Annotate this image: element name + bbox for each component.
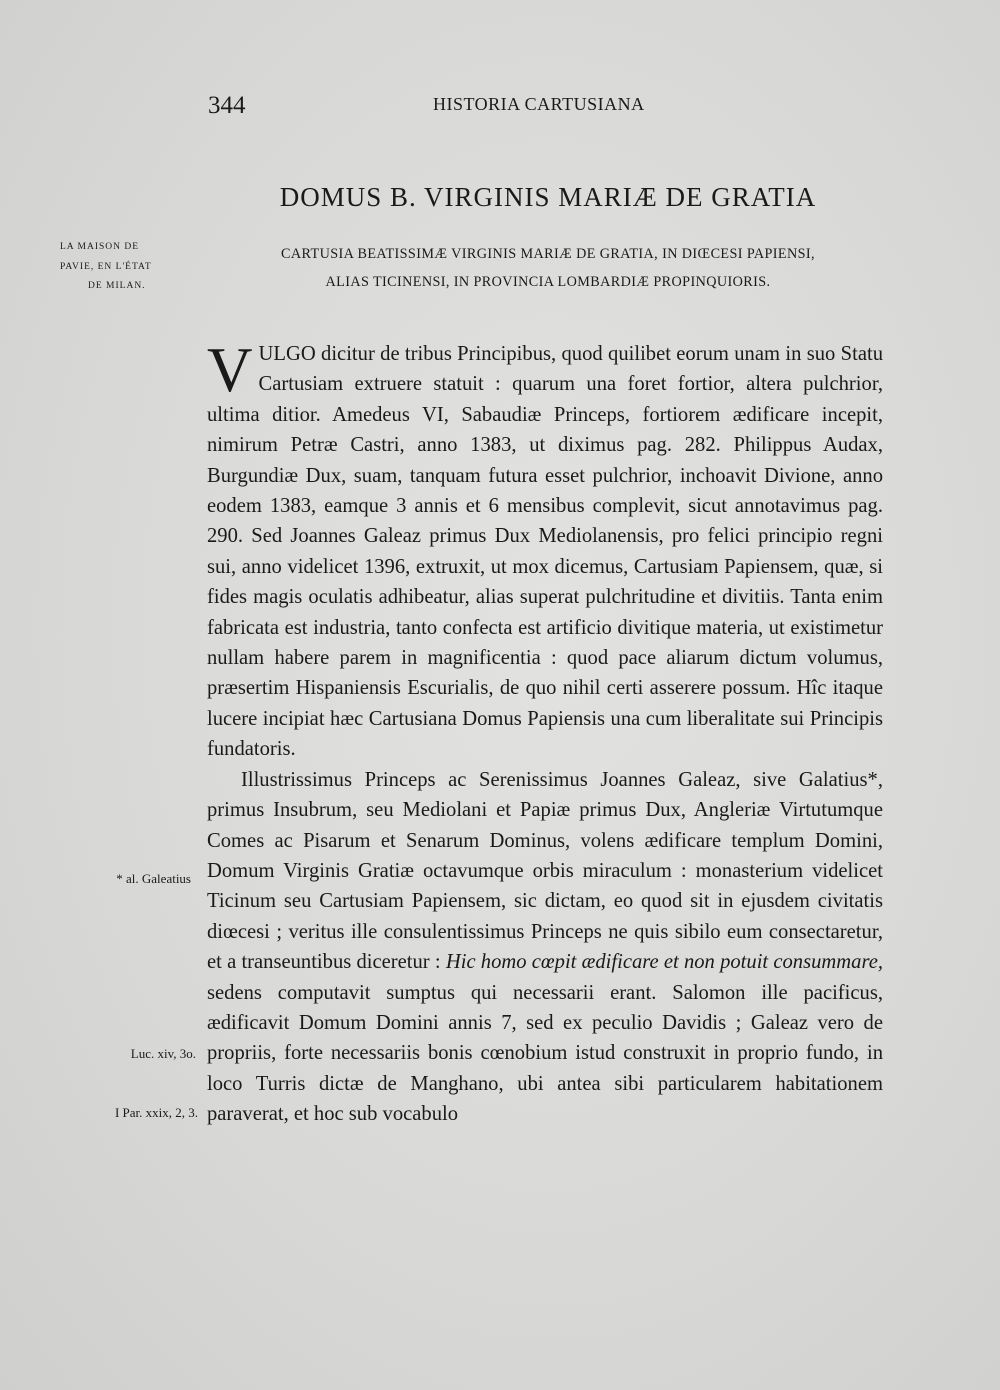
chapter-title: DOMUS B. VIRGINIS MARIÆ DE GRATIA [279, 182, 817, 212]
paragraph-1-text: ULGO dicitur de tribus Principibus, quod quilibet eorum unam in suo Statu Cartusiam extruere statuit : quarum una foret fortior, altera pulchrior, ultima ditior. Amedeus VI, Sabaudiæ Princeps, fortiorem ædificare incepit, nimirum Petræ Castri, anno 1383, ut diximus pag. 282. Philippus Audax, Burgundiæ Dux, suam, tanquam futura esset pulchrior, inchoavit Divione, anno eodem 1383, eamque 3 annis et 6 mensibus complevit, sicut annotavimus pag. 290. Sed Joannes Galeaz primus Dux Mediolanensis, pro felici principio regni sui, anno videlicet 1396, extruxit, ut mox dicemus, Cartusiam Papiensem, quæ, si fides magis oculatis adhibeatur, alias superat pulchritudine et divitiis. Tanta enim fabricata est industria, tanto confecta est artificio divitique materia, ut existimetur nullam habere parem in magnificentia : quod pace aliarum dictum volumus, præsertim Hispaniensis Escurialis, de quo nihil certi asserere possum. Hîc itaque lucere incipiat hæc Cartusiana Domus Papiensis una cum liberalitate sui Principis fundatoris. [207, 343, 883, 761]
chapter-subtitle [212, 240, 884, 296]
margin-note-luke-reference: Luc. xiv, 3o. [130, 1046, 196, 1061]
margin-note-paralipomenon-reference: I Par. xxix, 2, 3. [114, 1105, 198, 1120]
margin-note-house-line-2: PAVIE, EN L'ÉTAT [60, 261, 152, 272]
subtitle-line-2: ALIAS TICINENSI, IN PROVINCIA LOMBARDIÆ PROPINQUIORIS. [325, 274, 771, 290]
drop-cap: V [207, 335, 253, 405]
body-text [207, 335, 883, 1130]
margin-note-house-line-3: DE MILAN. [88, 281, 146, 291]
running-title: HISTORIA CARTUSIANA [433, 94, 645, 114]
paragraph-2 [207, 765, 883, 1130]
subtitle-line-1: CARTUSIA BEATISSIMÆ VIRGINIS MARIÆ DE GRATIA, IN DIŒCESI PAPIENSI, [281, 246, 815, 262]
margin-note-house [60, 238, 193, 297]
running-head [208, 92, 888, 122]
margin-note-galeatius: * al. Galeatius [116, 871, 191, 886]
page-number: 344 [208, 92, 246, 119]
scripture-quote: Hic homo cœpit ædificare et non potuit consummare, [445, 951, 883, 974]
paragraph-2-text-start: Illustrissimus Princeps ac Serenissimus Joannes Galeaz, sive Galatius*, primus Insubrum, seu Mediolani et Papiæ primus Dux, Angleriæ Virtutumque Comes ac Pisarum et Senarum Dominus, volens ædificare templum Domini, Domum Virginis Gratiæ octavumque orbis miraculum : monasterium videlicet Ticinum seu Cartusiam Papiensem, sic dictam, eo quod sit in ejusdem civitatis diœcesi ; veritus ille consulentissimus Princeps ne quis sibilo eum consectaretur, et a transeuntibus diceretur : [207, 768, 883, 974]
paragraph-1 [207, 335, 883, 765]
paragraph-2-text-end: sedens computavit sumptus qui necessarii erant. Salomon ille pacificus, ædificavit Domum Domini annis 7, sed ex peculio Davidis ; Galeaz vero de propriis, forte necessariis bonis cœnobium istud construxit in proprio fundo, in loco Turris dictæ de Manghano, ubi antea sibi particularem habitationem paraverat, et hoc sub vocabulo [207, 981, 883, 1126]
margin-note-house-line-1: LA MAISON DE [60, 242, 140, 252]
